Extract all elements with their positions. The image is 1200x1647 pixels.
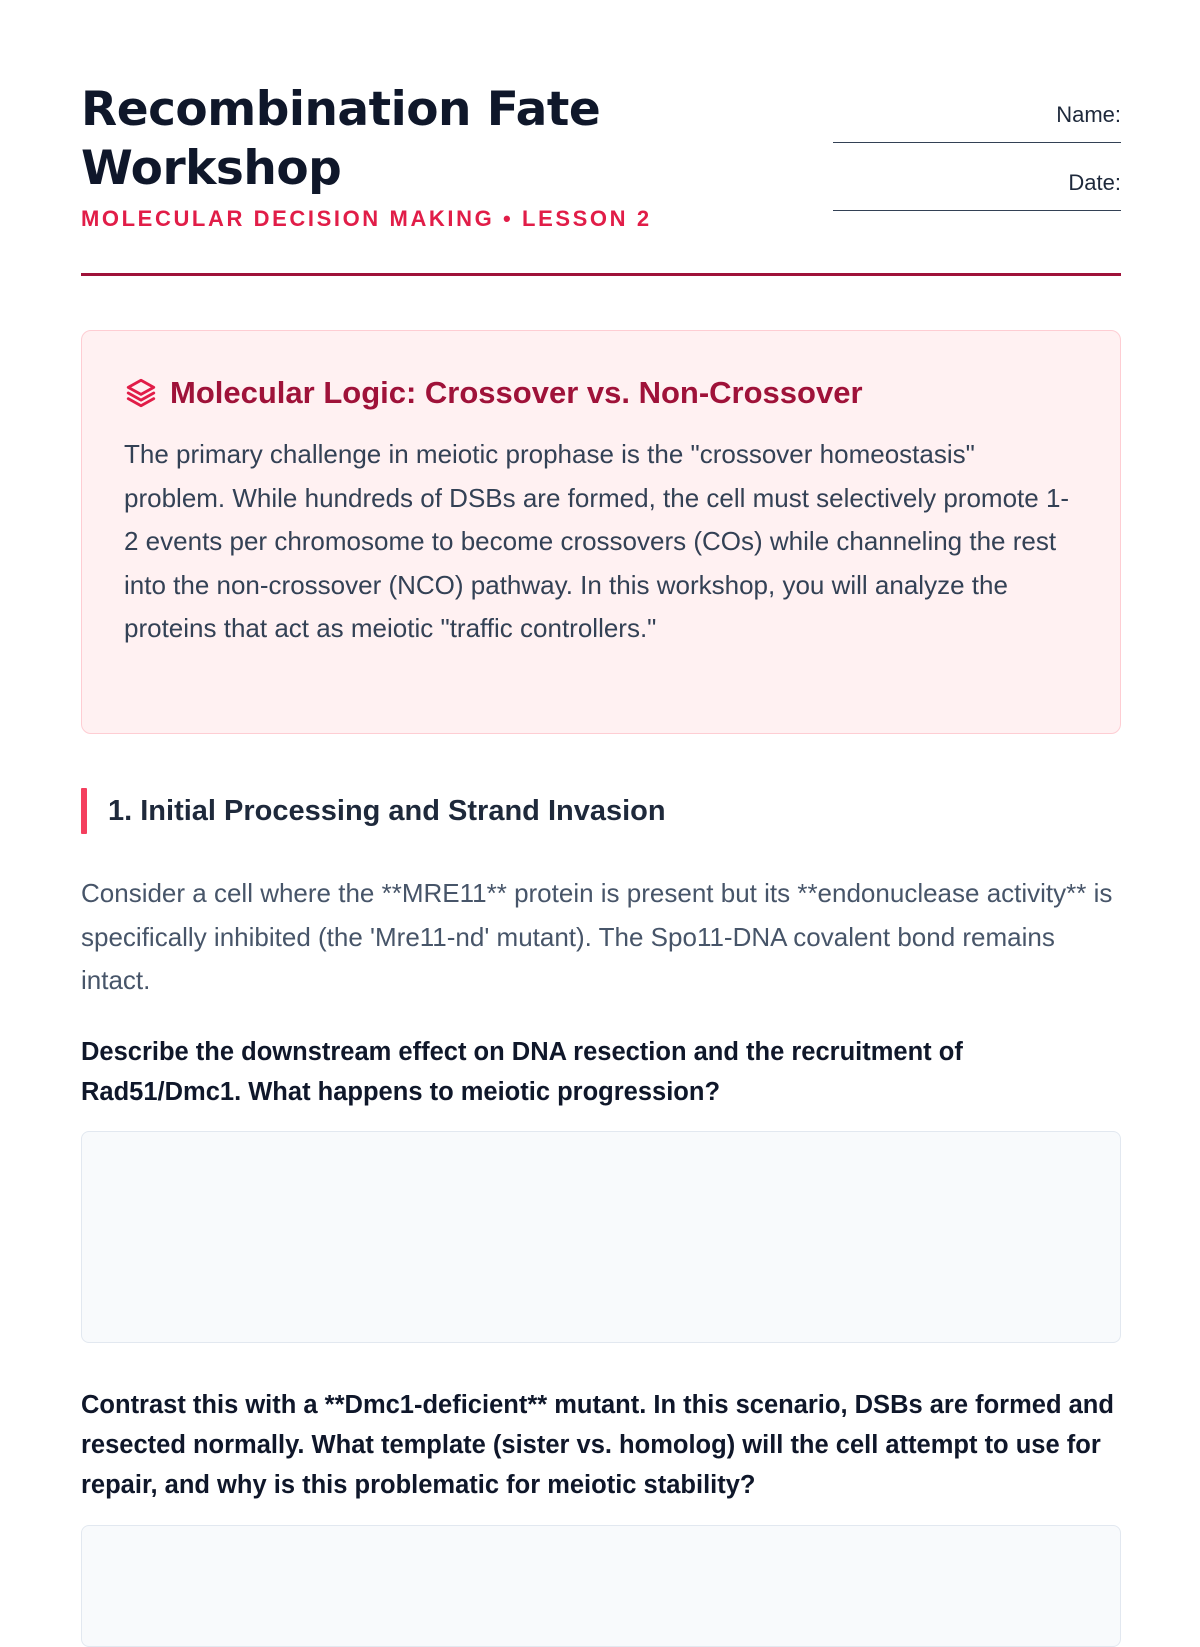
question-2: Contrast this with a **Dmc1-deficient** mutant. In this scenario, DSBs are formed and resected normally. What template (sister vs. homolog) will the cell attempt to use for repair, and why is this problematic for meiotic stability? xyxy=(81,1391,1114,1499)
name-blank[interactable] xyxy=(833,130,1121,143)
date-label: Date: xyxy=(1068,170,1121,195)
name-label: Name: xyxy=(1056,102,1121,127)
question-1: Describe the downstream effect on DNA resection and the recruitment of Rad51/Dmc1. What happens to meiotic progression? xyxy=(81,1038,963,1106)
answer-box-2[interactable] xyxy=(81,1525,1121,1647)
name-row xyxy=(821,100,1121,168)
page-subtitle: MOLECULAR DECISION MAKING • LESSON 2 xyxy=(81,206,652,231)
callout-body: The primary challenge in meiotic prophase is the "crossover homeostasis" problem. While hundreds of DSBs are formed, the cell must selectively promote 1-2 events per chromosome to become crossovers (COs) while channeling the rest into the non-crossover (NCO) pathway. In this workshop, you will analyze the proteins that act as meiotic "traffic controllers." xyxy=(124,439,1070,643)
worksheet-header xyxy=(81,80,1121,276)
page-title: Recombination Fate Workshop xyxy=(81,82,601,196)
header-divider xyxy=(81,273,1121,276)
date-blank[interactable] xyxy=(833,198,1121,211)
answer-box-1[interactable] xyxy=(81,1131,1121,1343)
student-info xyxy=(821,100,1121,236)
callout-title: Molecular Logic: Crossover vs. Non-Crossover xyxy=(170,375,863,410)
molecular-logic-callout xyxy=(81,330,1121,734)
section-accent-bar xyxy=(81,788,87,834)
date-row xyxy=(821,168,1121,236)
callout-header xyxy=(124,375,863,411)
layers-icon xyxy=(124,376,158,410)
section-heading xyxy=(81,788,666,834)
scenario-text: Consider a cell where the **MRE11** protein is present but its **endonuclease activity** is specifically inhibited (the 'Mre11-nd' mutant). The Spo11-DNA covalent bond remains intact. xyxy=(81,878,1113,995)
section-title: 1. Initial Processing and Strand Invasion xyxy=(108,794,666,827)
